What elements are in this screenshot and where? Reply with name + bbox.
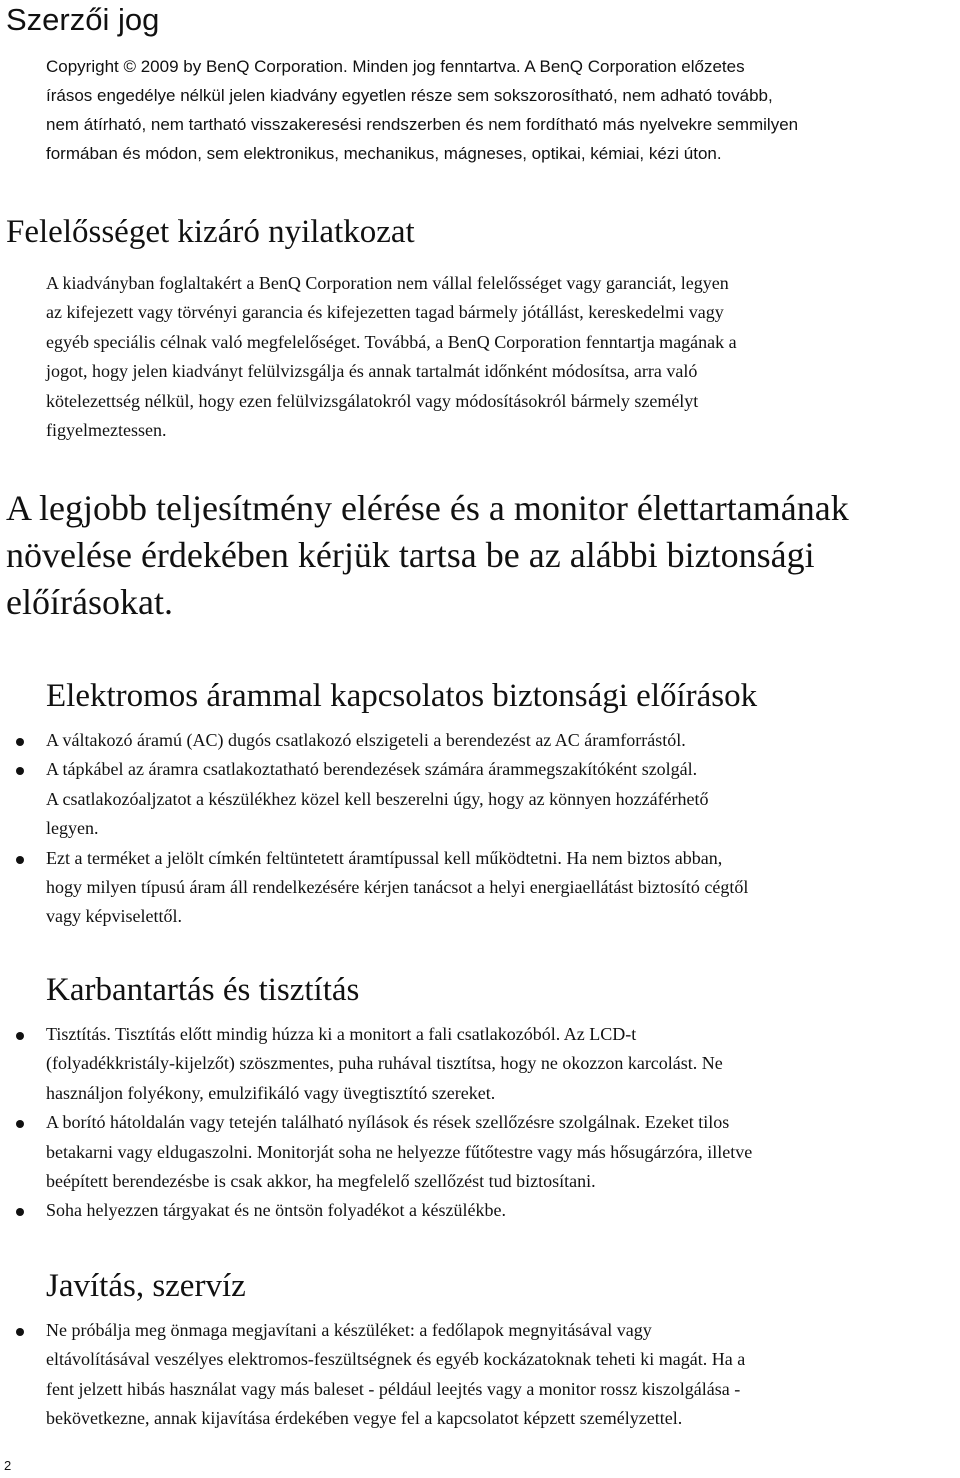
repair-list xyxy=(46,1316,958,1434)
text-line: A borító hátoldalán vagy tetején található nyílások és rések szellőzésre szolgálnak. Ezeket tilos xyxy=(46,1112,730,1133)
text-line: Ezt a terméket a jelölt címkén feltüntetett áramtípussal kell működtetni. Ha nem biztos abban, xyxy=(46,847,723,868)
heading-line: előírásokat. xyxy=(6,582,173,622)
bullet-icon xyxy=(16,1328,24,1336)
text-line: hogy milyen típusú áram áll rendelkezésére kérjen tanácsot a helyi energiaellátást biztosító cégtől xyxy=(46,877,749,898)
text-line: Ne próbálja meg önmaga megjavítani a készüléket: a fedőlapok megnyitásával vagy xyxy=(46,1320,652,1340)
bullet-icon xyxy=(16,856,24,864)
text-line: Copyright © 2009 by BenQ Corporation. Minden jog fenntartva. A BenQ Corporation előzetes xyxy=(46,57,745,76)
bullet-icon xyxy=(16,1208,24,1216)
bullet-icon xyxy=(16,767,24,775)
repair-heading: Javítás, szervíz xyxy=(46,1268,246,1304)
copyright-paragraph xyxy=(46,52,958,168)
page-number: 2 xyxy=(4,1458,12,1473)
list-item xyxy=(46,1316,958,1434)
copyright-heading: Szerzői jog xyxy=(6,2,160,37)
list-item xyxy=(46,755,958,843)
text-line: beépített berendezésbe is csak akkor, ha megfelelő szellőzést tud biztosítani. xyxy=(46,1171,596,1192)
text-line: bekövetkezne, annak kijavítása érdekében vegye fel a kapcsolatot képzett személyzettel. xyxy=(46,1408,683,1429)
text-line: egyéb speciális célnak való megfelelőséget. Továbbá, a BenQ Corporation fenntartja magának a xyxy=(46,331,737,352)
text-line: formában és módon, sem elektronikus, mechanikus, mágneses, optikai, kémiai, kézi úton. xyxy=(46,144,722,163)
list-item xyxy=(46,1020,958,1108)
electrical-safety-heading: Elektromos árammal kapcsolatos biztonsági előírások xyxy=(46,678,758,714)
text-line: nem átírható, nem tartható visszakeresési rendszerben és nem fordítható más nyelvekre semmilyen xyxy=(46,115,799,134)
maintenance-list xyxy=(46,1020,958,1226)
list-item xyxy=(46,1196,958,1225)
text-line: fent jelzett hibás használat vagy más baleset - például leejtés vagy a monitor rossz kiszolgálása - xyxy=(46,1378,741,1399)
heading-line: növelése érdekében kérjük tartsa be az alábbi biztonsági xyxy=(6,535,815,575)
text-line: az kifejezett vagy törvényi garancia és kifejezetten tagad bármely jótállást, kereskedelmi vagy xyxy=(46,302,724,323)
text-line: A váltakozó áramú (AC) dugós csatlakozó elszigeteli a berendezést az AC áramforrástól. xyxy=(46,730,686,750)
text-line: A csatlakozóaljzatot a készülékhez közel kell beszerelni úgy, hogy az könnyen hozzáférhető xyxy=(46,788,709,809)
bullet-icon xyxy=(16,738,24,746)
list-item xyxy=(46,844,958,932)
text-line: A tápkábel az áramra csatlakoztatható berendezések számára árammegszakítóként szolgál. xyxy=(46,759,698,780)
electrical-safety-list xyxy=(46,726,958,932)
text-line: vagy képviselettől. xyxy=(46,906,182,927)
text-line: A kiadványban foglaltakért a BenQ Corporation nem vállal felelősséget vagy garanciát, legyen xyxy=(46,273,729,293)
heading-line: A legjobb teljesítmény elérése és a monitor élettartamának xyxy=(6,488,849,528)
bullet-icon xyxy=(16,1032,24,1040)
maintenance-heading: Karbantartás és tisztítás xyxy=(46,972,360,1008)
text-line: betakarni vagy eldugaszolni. Monitorját soha ne helyezze fűtőtestre vagy más hősugárzóra, illetve xyxy=(46,1141,753,1162)
list-item xyxy=(46,726,958,755)
text-line: figyelmeztessen. xyxy=(46,420,167,441)
list-item xyxy=(46,1108,958,1196)
safety-heading xyxy=(6,485,956,626)
text-line: kötelezettség nélkül, hogy ezen felülvizsgálatokról vagy módosításokról bármely személyt xyxy=(46,390,699,411)
disclaimer-heading: Felelősséget kizáró nyilatkozat xyxy=(6,214,415,250)
text-line: Soha helyezzen tárgyakat és ne öntsön folyadékot a készülékbe. xyxy=(46,1200,507,1221)
text-line: (folyadékkristály-kijelzőt) szöszmentes, puha ruhával tisztítsa, hogy ne okozzon karcolást. Ne xyxy=(46,1053,723,1074)
text-line: jogot, hogy jelen kiadványt felülvizsgálja és annak tartalmát időnként módosítsa, arra való xyxy=(46,361,698,382)
text-line: Tisztítás. Tisztítás előtt mindig húzza ki a monitort a fali csatlakozóból. Az LCD-t xyxy=(46,1024,637,1044)
text-line: írásos engedélye nélkül jelen kiadvány egyetlen része sem sokszorosítható, nem adható tovább, xyxy=(46,86,773,105)
text-line: használjon folyékony, emulzifikáló vagy üvegtisztító szereket. xyxy=(46,1082,496,1103)
text-line: legyen. xyxy=(46,818,99,839)
bullet-icon xyxy=(16,1120,24,1128)
disclaimer-paragraph xyxy=(46,269,958,445)
text-line: eltávolításával veszélyes elektromos-feszültségnek és egyéb kockázatoknak teheti ki magát. Ha a xyxy=(46,1349,746,1370)
